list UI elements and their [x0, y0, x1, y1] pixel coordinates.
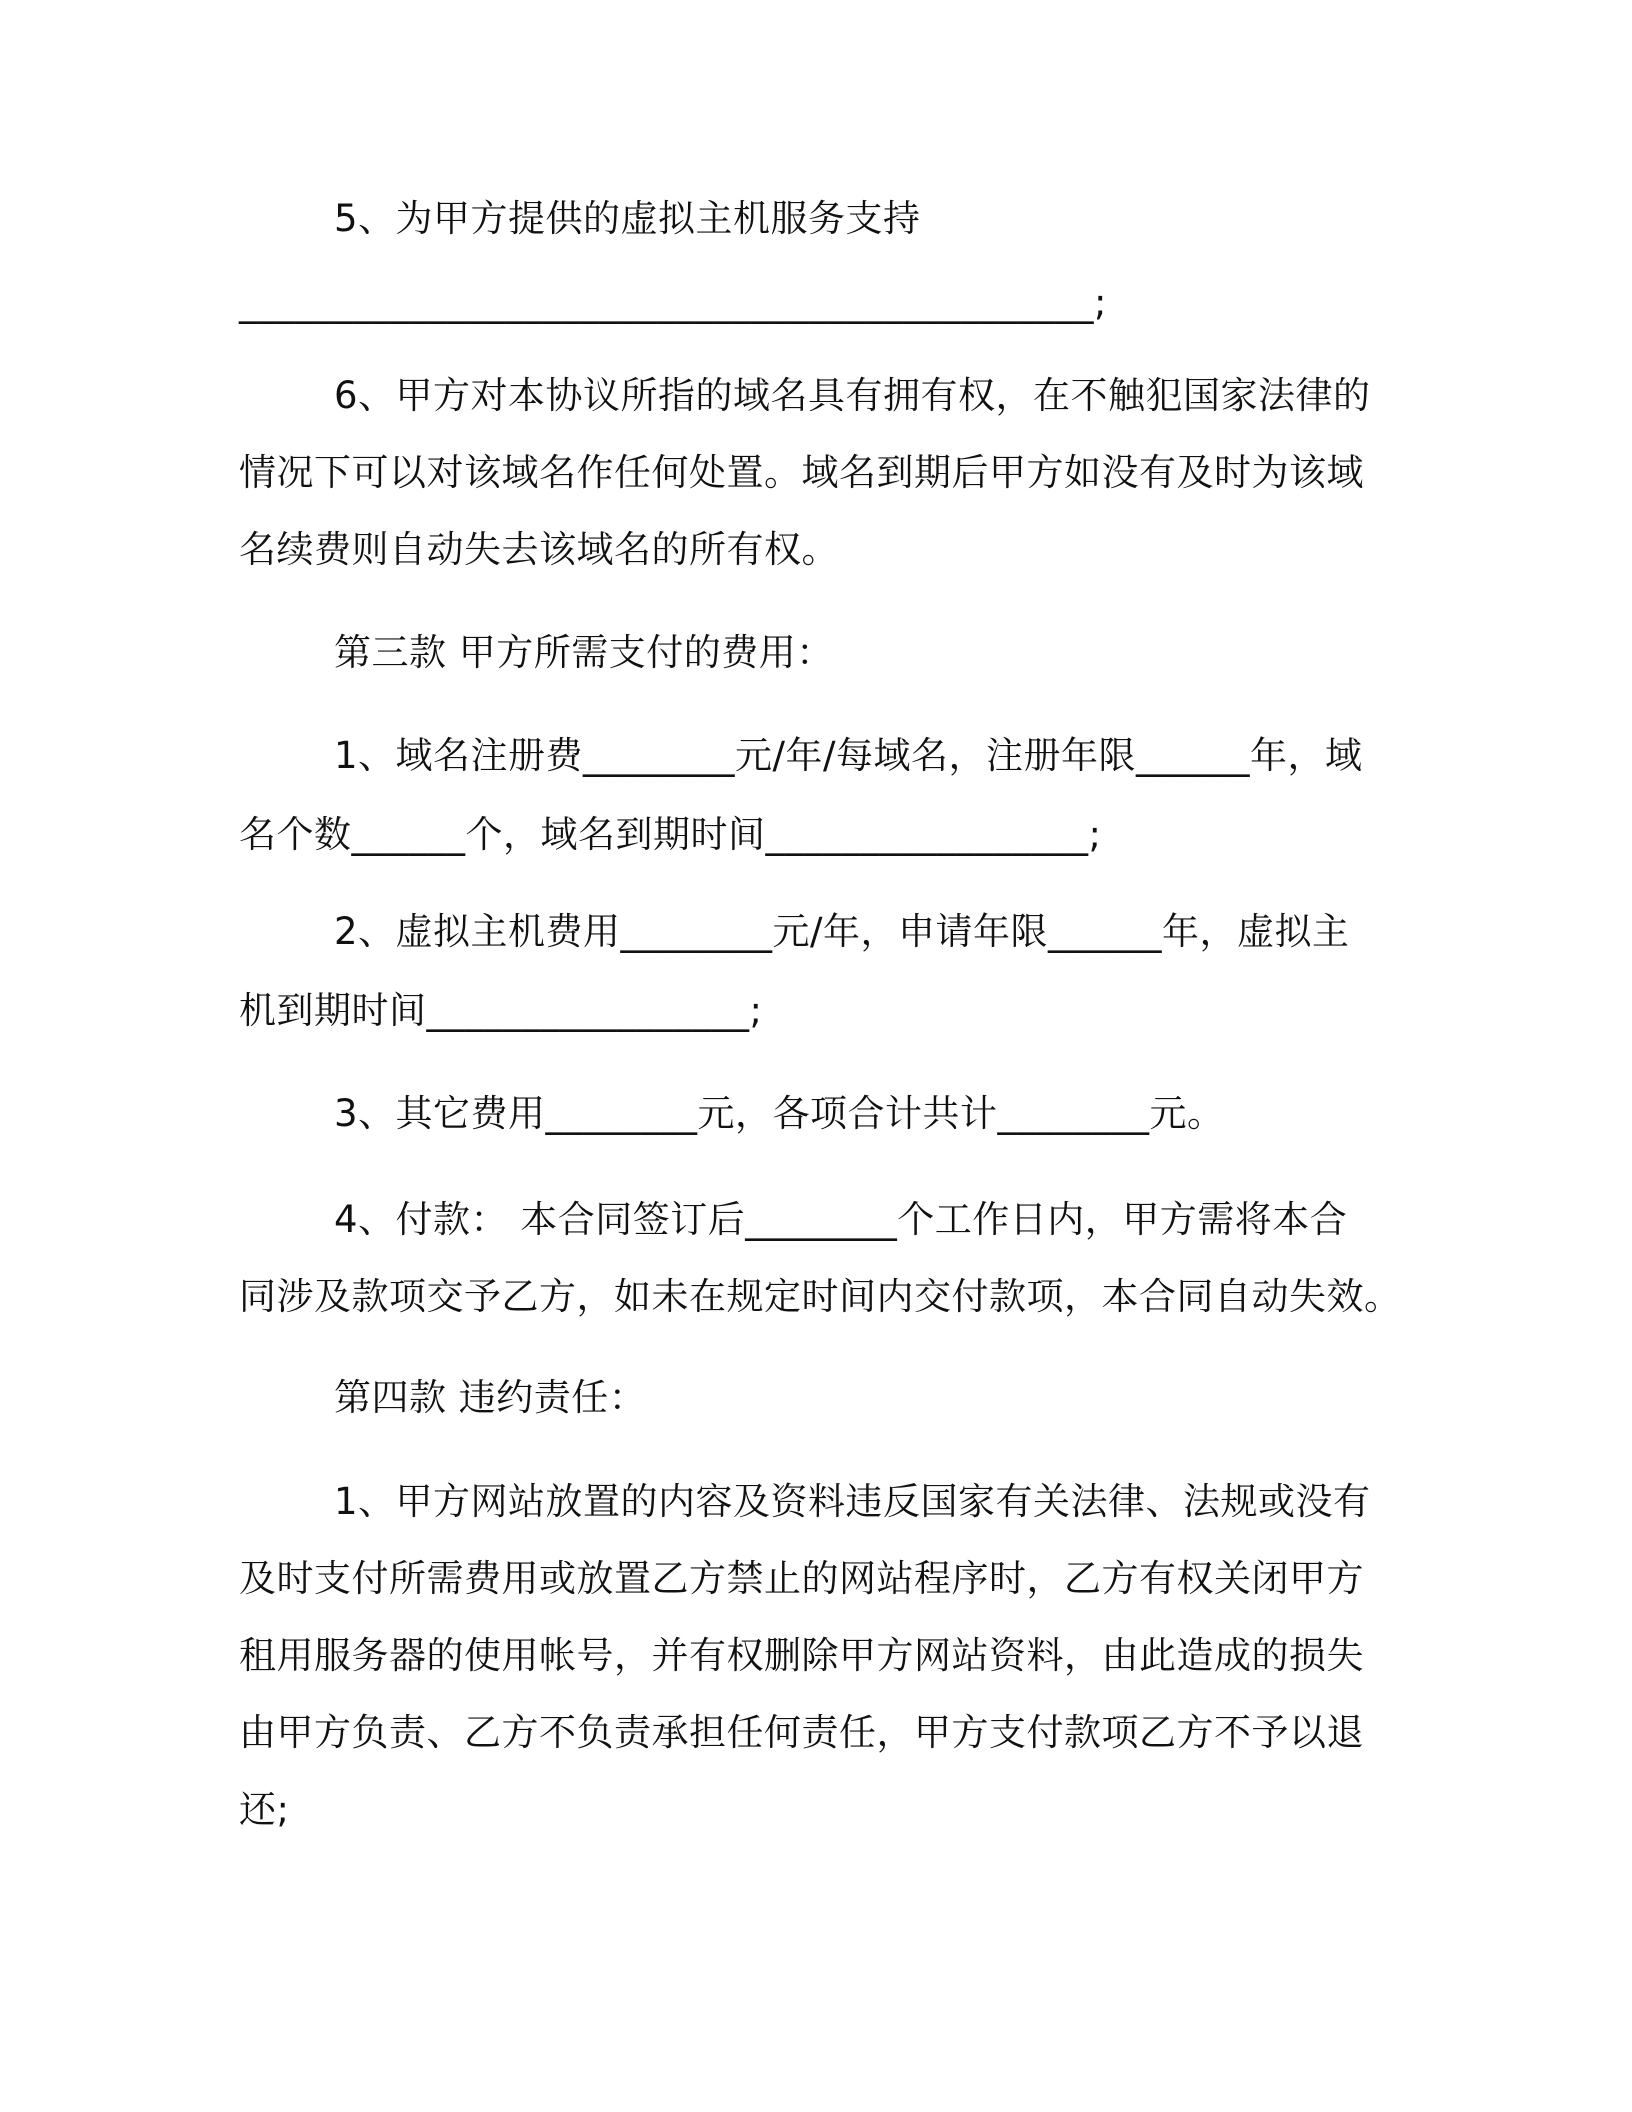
fee-3-line-1: 3、其它费用________元，各项合计共计________元。 — [334, 1092, 1225, 1135]
liability-1-line-5: 还; — [239, 1788, 290, 1831]
fee-4-line-2: 同涉及款项交予乙方，如未在规定时间内交付款项，本合同自动失效。 — [239, 1275, 1402, 1318]
item-6-line-1: 6、甲方对本协议所指的域名具有拥有权，在不触犯国家法律的 — [334, 374, 1371, 417]
liability-1-line-3: 租用服务器的使用帐号，并有权删除甲方网站资料，由此造成的损失 — [239, 1634, 1364, 1677]
section-4-heading: 第四款 违约责任： — [334, 1376, 647, 1419]
section-3-heading: 第三款 甲方所需支付的费用： — [334, 631, 834, 674]
fee-4-line-1: 4、付款： 本合同签订后________个工作日内，甲方需将本合 — [334, 1198, 1348, 1241]
fee-2-line-2: 机到期时间_________________; — [239, 989, 763, 1032]
item-5-line-1: 5、为甲方提供的虚拟主机服务支持 — [334, 197, 921, 240]
item-5-blank-line: _____________________________________________; — [239, 281, 1107, 324]
item-6-line-2: 情况下可以对该域名作任何处置。域名到期后甲方如没有及时为该域 — [239, 451, 1364, 494]
liability-1-line-1: 1、甲方网站放置的内容及资料违反国家有关法律、法规或没有 — [334, 1480, 1371, 1523]
liability-1-line-4: 由甲方负责、乙方不负责承担任何责任，甲方支付款项乙方不予以退 — [239, 1711, 1364, 1754]
item-6-line-3: 名续费则自动失去该域名的所有权。 — [239, 528, 839, 571]
fee-1-line-1: 1、域名注册费________元/年/每域名，注册年限______年，域 — [334, 734, 1363, 777]
fee-1-line-2: 名个数______个，域名到期时间_________________; — [239, 813, 1102, 856]
fee-2-line-1: 2、虚拟主机费用________元/年，申请年限______年，虚拟主 — [334, 910, 1350, 953]
liability-1-line-2: 及时支付所需费用或放置乙方禁止的网站程序时，乙方有权关闭甲方 — [239, 1557, 1364, 1600]
